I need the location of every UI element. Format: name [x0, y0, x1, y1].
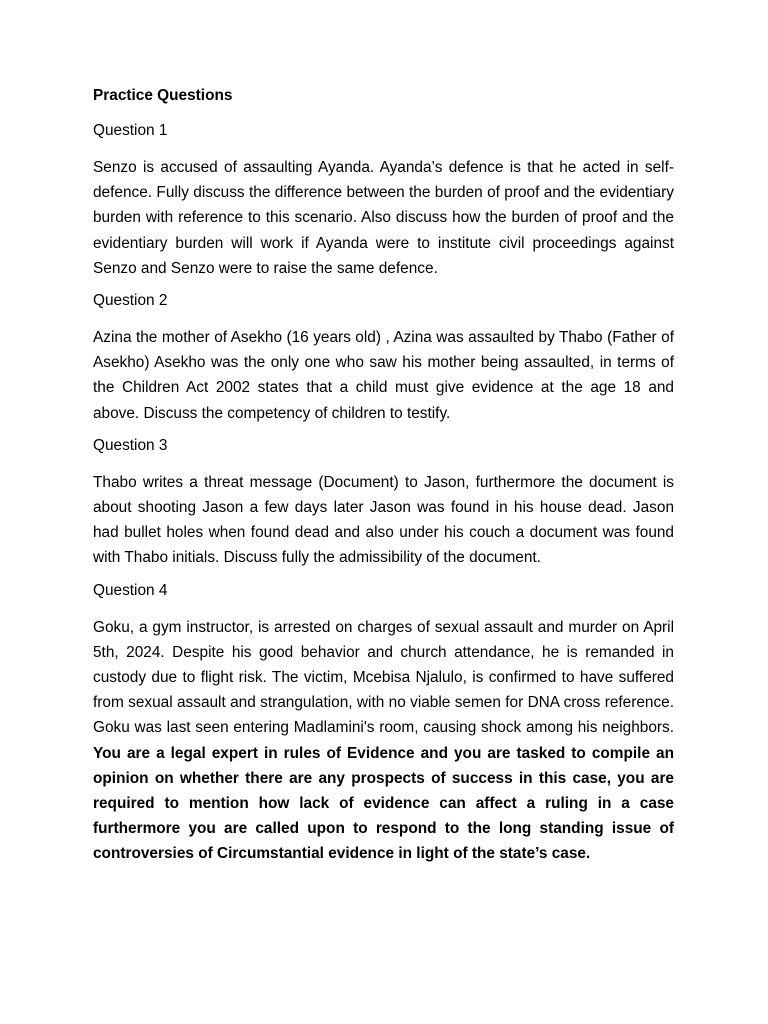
question-4-scenario: Goku, a gym instructor, is arrested on charges of sexual assault and murder on April 5th, 2024. Despite his good behavior and church attendance, he is remanded in custody due to flight risk. The victim, Mcebisa Njalulo, is confirmed to have suffered from sexual assault and strangulation, with no viable semen for DNA cross reference. Goku was last seen entering Madlamini's room, causing shock among his neighbors. [93, 618, 674, 737]
document-page [93, 85, 674, 876]
question-4-text [93, 615, 674, 867]
question-3-heading: Question 3 [93, 436, 168, 454]
question-1-text: Senzo is accused of assaulting Ayanda. Ayanda’s defence is that he acted in self-defence. Fully discuss the difference between the burden of proof and the evidentiary burden with reference to this scenario. Also discuss how the burden of proof and the evidentiary burden will work if Ayanda were to institute civil proceedings against Senzo and Senzo were to raise the same defence. [93, 159, 674, 277]
question-2-text: Azina the mother of Asekho (16 years old) , Azina was assaulted by Thabo (Father of Asekho) Asekho was the only one who saw his mother being assaulted, in terms of the Children Act 2002 states that a child must give evidence at the age 18 and above. Discuss the competency of children to testify. [93, 329, 674, 422]
question-4-heading: Question 4 [93, 581, 168, 599]
question-3-text: Thabo writes a threat message (Document) to Jason, furthermore the document is about shooting Jason a few days later Jason was found in his house dead. Jason had bullet holes when found dead and also under his couch a document was found with Thabo initials. Discuss fully the admissibility of the document. [93, 473, 674, 567]
question-2-heading: Question 2 [93, 292, 168, 310]
question-1-heading: Question 1 [93, 122, 168, 139]
document-title: Practice Questions [93, 87, 233, 104]
question-4-task: You are a legal expert in rules of Evidence and you are tasked to compile an opinion on whether there are any prospects of success in this case, you are required to mention how lack of evidence can affect a ruling in a case furthermore you are called upon to respond to the long standing issue of controversies of Circumstantial evidence in light of the state’s case. [93, 744, 674, 863]
